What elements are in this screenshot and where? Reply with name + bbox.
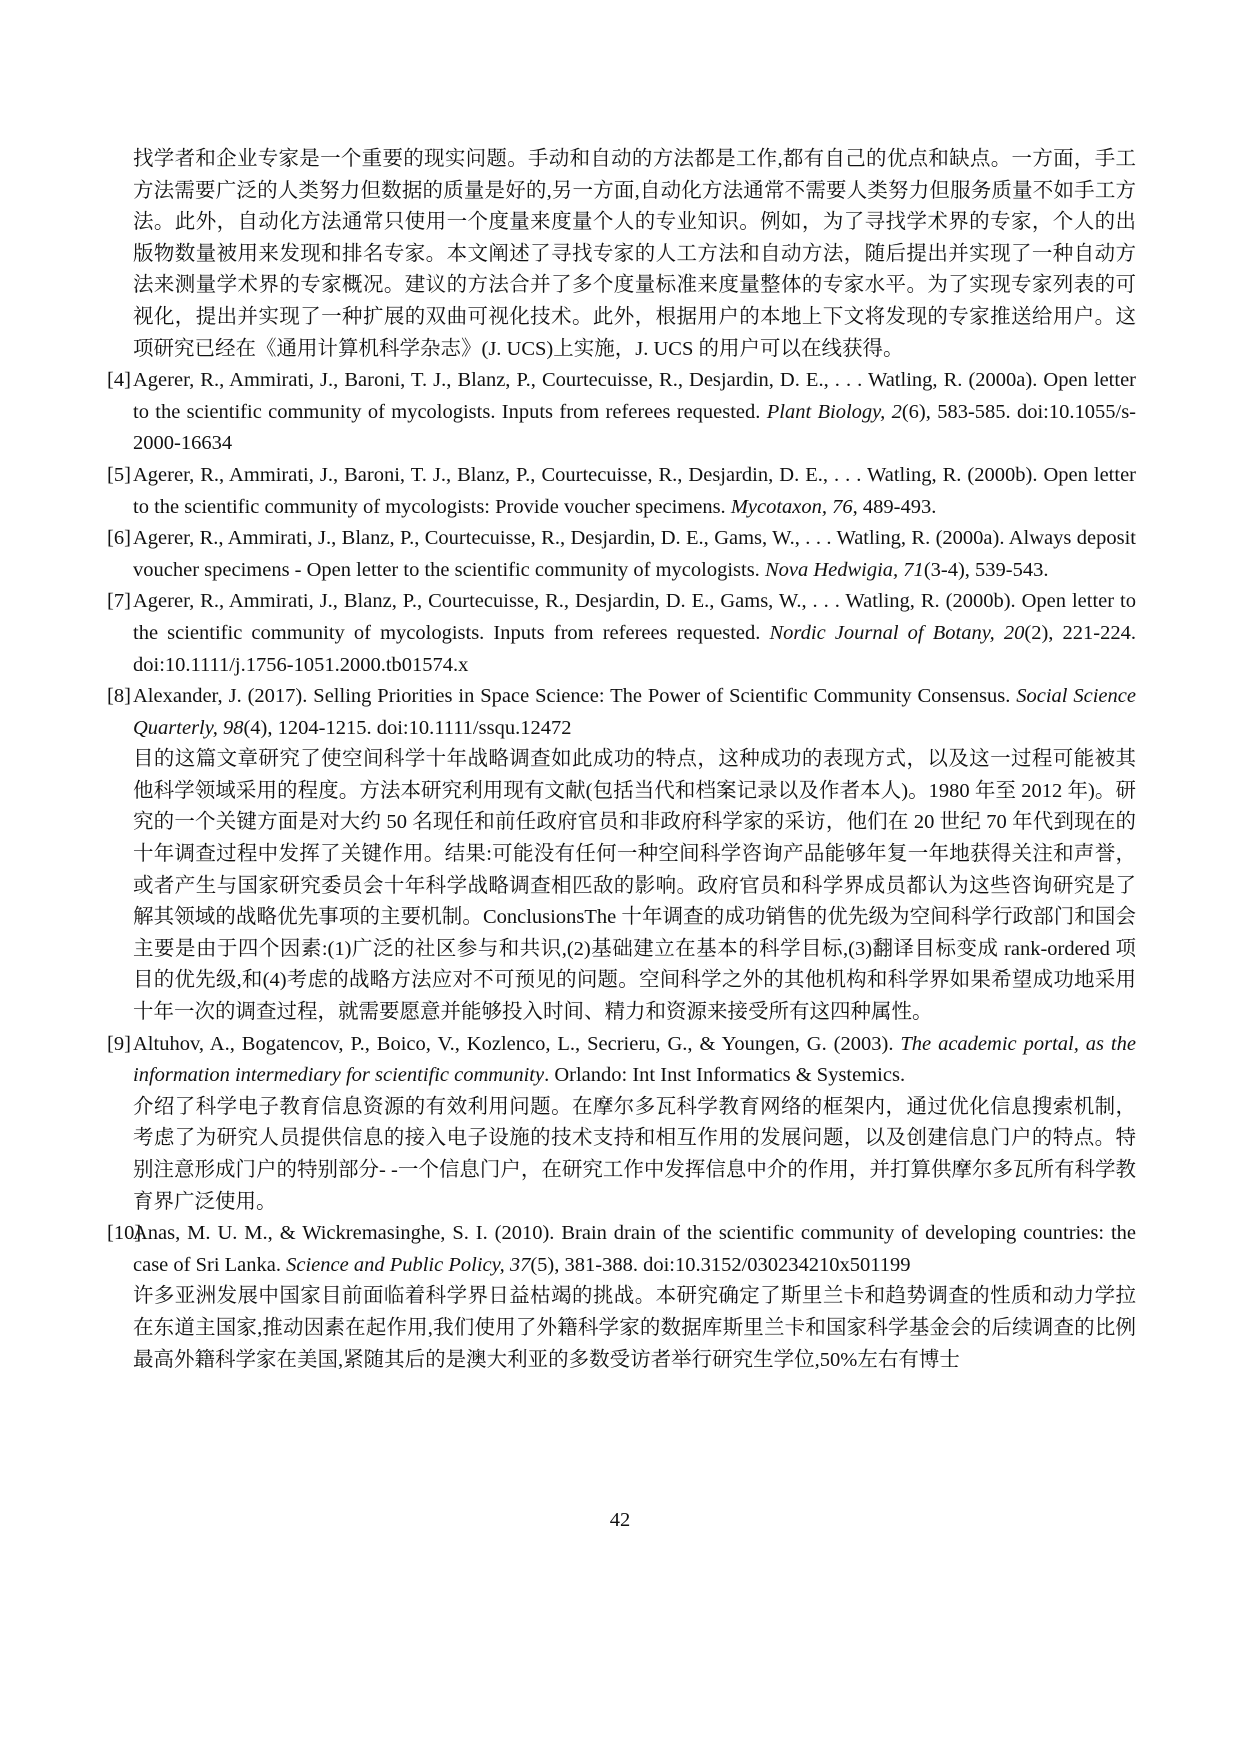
reference-label: [8] bbox=[107, 685, 131, 708]
intro-paragraph: 找学者和企业专家是一个重要的现实问题。手动和自动的方法都是工作,都有自己的优点和缺点。一方面，手工方法需要广泛的人类努力但数据的质量是好的,另一方面,自动化方法通常不需要人类努力但服务质量不如手工方法。此外，自动化方法通常只使用一个度量来度量个人的专业知识。例如，为了寻找学术界的专家，个人的出版物数量被用来发现和排名专家。本文阐述了寻找专家的人工方法和自动方法，随后提出并实现了一种自动方法来测量学术界的专家概况。建议的方法合并了多个度量标准来度量整体的专家水平。为了实现专家列表的可视化，提出并实现了一种扩展的双曲可视化技术。此外，根据用户的本地上下文将发现的专家推送给用户。这项研究已经在《通用计算机科学杂志》(J. UCS)上实施，J. UCS 的用户可以在线获得。 bbox=[133, 148, 1136, 360]
reference-item bbox=[107, 586, 1136, 681]
reference-citation: Agerer, R., Ammirati, J., Blanz, P., Courtecuisse, R., Desjardin, D. E., Gams, W., . . . Watling, R. (2000b). Open letter to the scientific community of mycologists. Inputs from referees requested. Nordic Journal of Botany, 20(2), 221-224. doi:10.1111/j.1756-1051.2000.tb01574.x bbox=[133, 590, 1136, 676]
page-number: 42 bbox=[609, 1509, 631, 1531]
reference-abstract: 目的这篇文章研究了使空间科学十年战略调查如此成功的特点，这种成功的表现方式，以及这一过程可能被其他科学领域采用的程度。方法本研究利用现有文献(包括当代和档案记录以及作者本人)。1980 年至 2012 年)。研究的一个关键方面是对大约 50 名现任和前任政府官员和非政府科学家的采访，他们在 20 世纪 70 年代到现在的十年调查过程中发挥了关键作用。结果:可能没有任何一种空间科学咨询产品能够年复一年地获得关注和声誉，或者产生与国家研究委员会十年科学战略调查相匹敌的影响。政府官员和科学界成员都认为这些咨询研究是了解其领域的战略优先事项的主要机制。ConclusionsThe 十年调查的成功销售的优先级为空间科学行政部门和国会主要是由于四个因素:(1)广泛的社区参与和共识,(2)基础建立在基本的科学目标,(3)翻译目标变成 rank-ordered 项目的优先级,和(4)考虑的战略方法应对不可预见的问题。空间科学之外的其他机构和科学界如果希望成功地采用十年一次的调查过程，就需要愿意并能够投入时间、精力和资源来接受所有这四种属性。 bbox=[133, 748, 1136, 1024]
reference-label: [10] bbox=[107, 1222, 142, 1245]
reference-citation: Agerer, R., Ammirati, J., Baroni, T. J., Blanz, P., Courtecuisse, R., Desjardin, D. E., . . . Watling, R. (2000b). Open letter to the scientific community of mycologists: Provide voucher specimens. Mycotaxon, 76, 489-493. bbox=[133, 463, 1136, 518]
reference-list bbox=[107, 365, 1136, 1376]
reference-citation: Agerer, R., Ammirati, J., Baroni, T. J., Blanz, P., Courtecuisse, R., Desjardin, D. E., . . . Watling, R. (2000a). Open letter to the scientific community of mycologists. Inputs from referees requested. Plant Biology, 2(6), 583-585. doi:10.1055/s-2000-16634 bbox=[133, 369, 1137, 455]
reference-item bbox=[107, 1029, 1136, 1219]
reference-abstract: 介绍了科学电子教育信息资源的有效利用问题。在摩尔多瓦科学教育网络的框架内，通过优化信息搜索机制，考虑了为研究人员提供信息的接入电子设施的技术支持和相互作用的发展问题，以及创建信息门户的特点。特别注意形成门户的特别部分- -一个信息门户，在研究工作中发挥信息中介的作用，并打算供摩尔多瓦所有科学教育界广泛使用。 bbox=[133, 1095, 1136, 1213]
reference-abstract: 许多亚洲发展中国家目前面临着科学界日益枯竭的挑战。本研究确定了斯里兰卡和趋势调查的性质和动力学拉在东道主国家,推动因素在起作用,我们使用了外籍科学家的数据库斯里兰卡和国家科学基金会的后续调查的比例最高外籍科学家在美国,紧随其后的是澳大利亚的多数受访者举行研究生学位,50%左右有博士 bbox=[133, 1285, 1136, 1371]
reference-item bbox=[107, 681, 1136, 1029]
reference-citation: Alexander, J. (2017). Selling Priorities in Space Science: The Power of Scientific Community Consensus. Social Science Quarterly, 98(4), 1204-1215. doi:10.1111/ssqu.12472 bbox=[133, 685, 1136, 739]
reference-citation: Agerer, R., Ammirati, J., Blanz, P., Courtecuisse, R., Desjardin, D. E., Gams, W., . . . Watling, R. (2000a). Always deposit voucher specimens - Open letter to the scientific community of mycologists. Nova Hedwigia, 71(3-4), 539-543. bbox=[133, 527, 1136, 581]
page-content bbox=[107, 144, 1136, 1376]
reference-item bbox=[107, 523, 1136, 586]
reference-label: [5] bbox=[107, 463, 131, 486]
reference-item bbox=[107, 365, 1136, 460]
reference-label: [4] bbox=[107, 369, 131, 392]
reference-item bbox=[107, 1218, 1136, 1376]
reference-label: [6] bbox=[107, 527, 131, 550]
reference-label: [9] bbox=[107, 1032, 131, 1055]
reference-item bbox=[107, 460, 1136, 523]
reference-citation: Anas, M. U. M., & Wickremasinghe, S. I. (2010). Brain drain of the scientific community of developing countries: the case of Sri Lanka. Science and Public Policy, 37(5), 381-388. doi:10.3152/030234210x501199 bbox=[133, 1222, 1136, 1276]
reference-label: [7] bbox=[107, 590, 131, 613]
reference-citation: Altuhov, A., Bogatencov, P., Boico, V., Kozlenco, L., Secrieru, G., & Youngen, G. (2003). The academic portal, as the information intermediary for scientific community. Orlando: Int Inst Informatics & Systemics. bbox=[133, 1032, 1136, 1087]
